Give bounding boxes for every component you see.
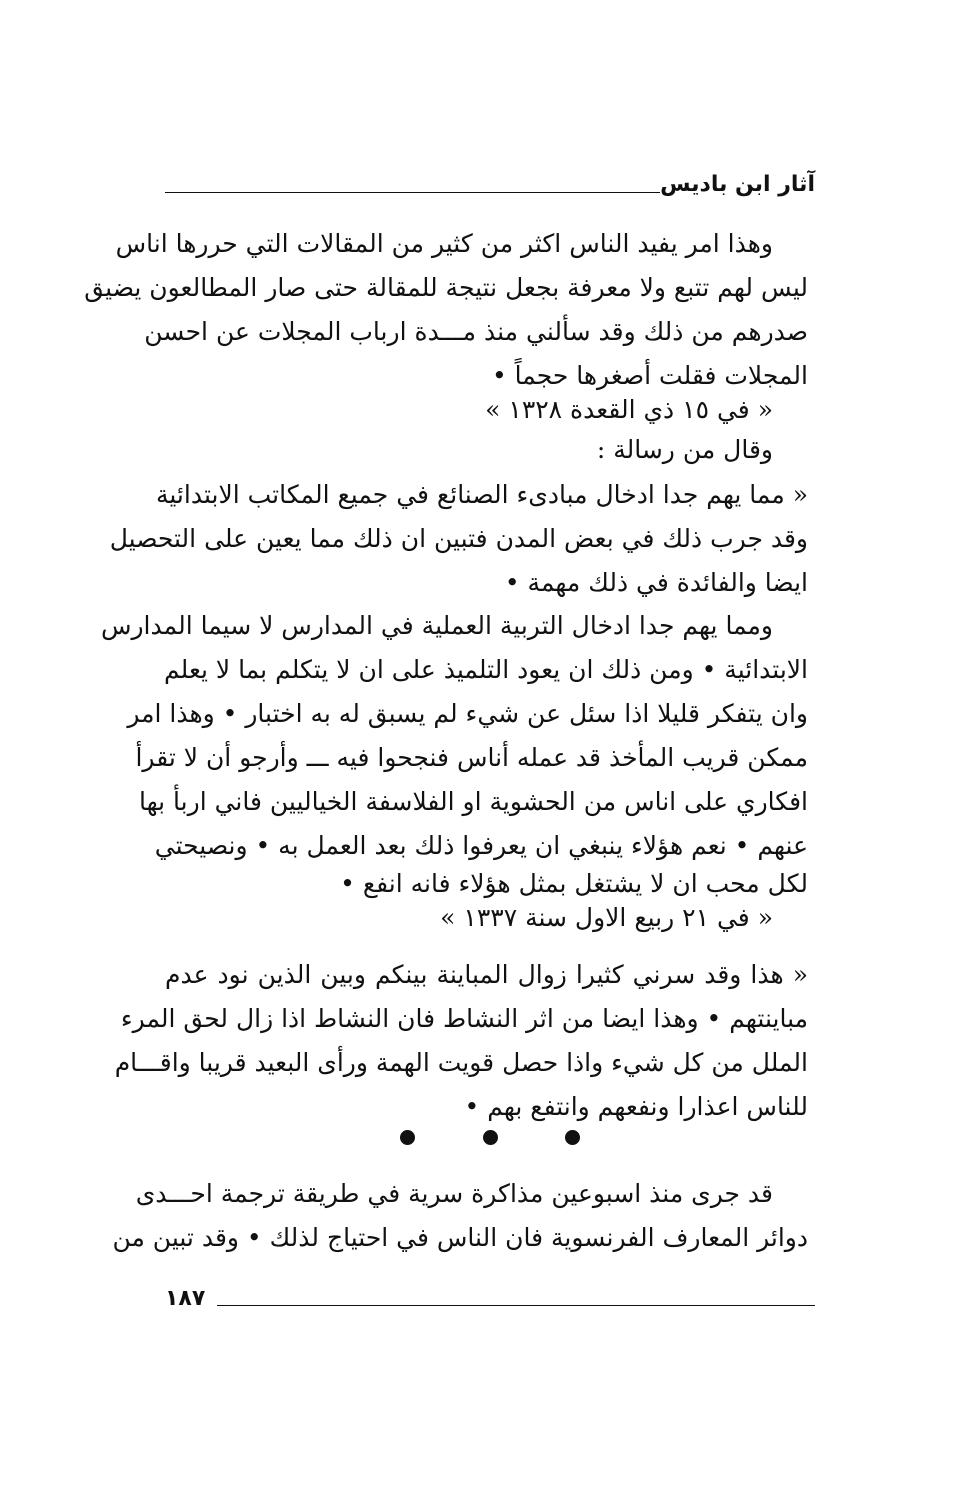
section-separator (400, 1122, 580, 1152)
text-line: صدرهم من ذلك وقد سألني منذ مـــدة ارباب المجلات عن احسن (144, 317, 808, 346)
text-line: وهذا امر يفيد الناس اكثر من كثير من المقالات التي حررها اناس (115, 229, 773, 258)
quote-line: مباينتهم • وهذا ايضا من اثر النشاط فان النشاط اذا زال لحق المرء (120, 1004, 808, 1033)
quote-line: « مما يهم جدا ادخال مبادىء الصنائع في جميع المكاتب الابتدائية (155, 480, 808, 509)
quote-line: للناس اعذارا ونفعهم وانتفع بهم • (464, 1092, 808, 1121)
quote-line: ممكن قريب المأخذ قد عمله أناس فنجحوا فيه ـــ وأرجو أن لا تقرأ (135, 743, 808, 772)
text-line: ليس لهم تتبع ولا معرفة بجعل نتيجة للمقالة حتى صار المطالعون يضيق (84, 273, 808, 302)
text-line: قد جرى منذ اسبوعين مذاكرة سرية في طريقة ترجمة احـــدى (135, 1179, 773, 1208)
date-line: « في ٢١ ربيع الاول سنة ١٣٣٧ » (440, 903, 773, 932)
text-line: المجلات فقلت أصغرها حجماً • (491, 361, 808, 390)
header-rule (165, 192, 660, 193)
text-line: وقال من رسالة : (596, 435, 773, 464)
quote-line: الملل من كل شيء واذا حصل قويت الهمة ورأى البعيد قريبا واقـــام (114, 1048, 808, 1077)
separator-dot (483, 1130, 498, 1145)
quote-line: افكاري على اناس من الحشوية او الفلاسفة الخياليين فاني اربأ بها (139, 787, 808, 816)
text-line: دوائر المعارف الفرنسوية فان الناس في احتياج لذلك • وقد تبين من (112, 1223, 808, 1252)
footer-rule (217, 1305, 815, 1306)
separator-dot (565, 1130, 580, 1145)
running-header (165, 168, 815, 198)
quote-line: الابتدائية • ومن ذلك ان يعود التلميذ على ان لا يتكلم بما لا يعلم (164, 655, 808, 684)
quote-line: وقد جرب ذلك في بعض المدن فتبين ان ذلك مما يعين على التحصيل (109, 524, 808, 553)
quote-line: « هذا وقد سرني كثيرا زوال المباينة بينكم وبين الذين نود عدم (165, 960, 808, 989)
page-footer (165, 1278, 815, 1314)
quote-line: لكل محب ان لا يشتغل بمثل هؤلاء فانه انفع • (340, 869, 808, 898)
separator-dot (400, 1130, 415, 1145)
quote-line: وان يتفكر قليلا اذا سئل عن شيء لم يسبق له به اختبار • وهذا امر (127, 699, 808, 728)
quote-line: ومما يهم جدا ادخال التربية العملية في المدارس لا سيما المدارس (100, 611, 773, 640)
page-number: ١٨٧ (165, 1286, 206, 1311)
book-title: آثار ابن باديس (660, 172, 815, 197)
date-line: « في ١٥ ذي القعدة ١٣٢٨ » (485, 395, 773, 424)
quote-line: عنهم • نعم هؤلاء ينبغي ان يعرفوا ذلك بعد العمل به • ونصيحتي (154, 831, 808, 860)
quote-line: ايضا والفائدة في ذلك مهمة • (504, 568, 808, 597)
